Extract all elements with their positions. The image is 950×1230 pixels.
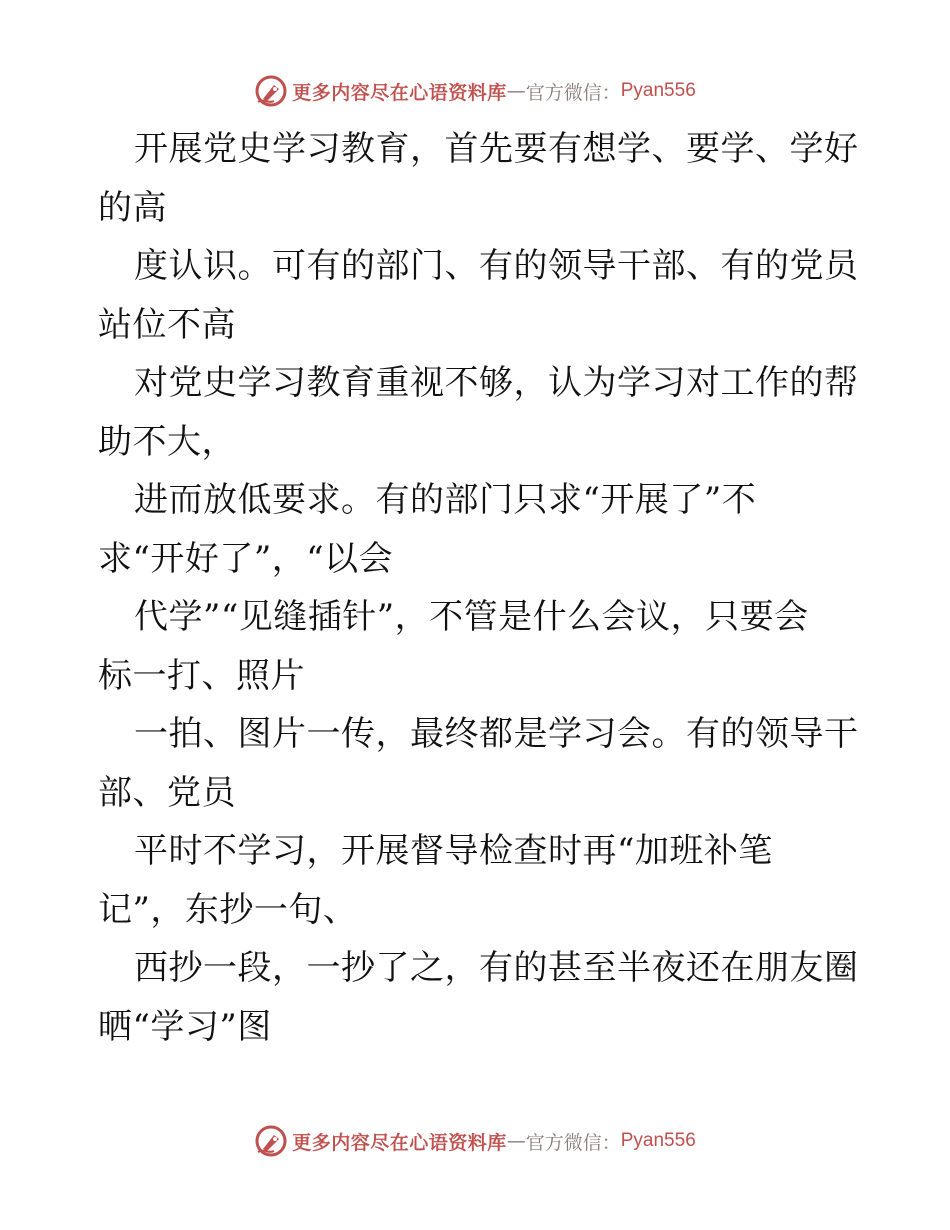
page-header — [0, 71, 950, 111]
header-wechat-id: Pyan556 — [620, 80, 696, 101]
footer-banner — [292, 1128, 696, 1155]
paragraph-line-15: 西抄一段，一抄了之，有的甚至半夜还在朋友圈 — [134, 948, 859, 988]
footer-wechat-label: 官方微信： — [525, 1131, 621, 1154]
paragraph-line-16: 晒“学习”图 — [98, 1006, 272, 1047]
paragraph-line-1: 开展党史学习教育，首先要有想学、要学、学好 — [134, 129, 859, 169]
paragraph-line-13: 平时不学习，开展督导检查时再“加班补笔 — [134, 831, 773, 871]
paragraph-line-9: 代学”“见缝插针”，不管是什么会议，只要会 — [134, 597, 809, 637]
footer-wechat-id: Pyan556 — [620, 1130, 696, 1151]
paragraph-line-14: 记”，东抄一句、 — [98, 889, 358, 930]
paragraph-line-4: 站位不高 — [98, 304, 236, 345]
footer-separator: — — [506, 1130, 526, 1152]
paragraph-line-2: 的高 — [98, 187, 167, 228]
paragraph-line-3: 度认识。可有的部门、有的领导干部、有的党员 — [134, 246, 859, 286]
page-footer — [0, 1121, 950, 1161]
paragraph-line-12: 部、党员 — [98, 772, 236, 813]
paragraph-line-6: 助不大， — [98, 421, 236, 462]
paragraph-line-8: 求“开好了”，“以会 — [98, 538, 394, 579]
header-separator: — — [506, 80, 526, 102]
paragraph-line-11: 一拍、图片一传，最终都是学习会。有的领导干 — [134, 714, 859, 754]
header-banner — [292, 78, 696, 105]
header-wechat-label: 官方微信： — [525, 81, 621, 104]
paragraph-line-10: 标一打、照片 — [98, 655, 305, 696]
paragraph-line-5: 对党史学习教育重视不够，认为学习对工作的帮 — [134, 363, 859, 403]
pen-nib-circle-logo-icon — [254, 1124, 288, 1158]
paragraph-line-7: 进而放低要求。有的部门只求“开展了”不 — [134, 480, 757, 520]
document-body — [98, 120, 858, 1056]
footer-brand-text: 更多内容尽在心语资料库 — [292, 1131, 507, 1154]
pen-nib-circle-logo-icon — [254, 74, 288, 108]
header-brand-text: 更多内容尽在心语资料库 — [292, 81, 507, 104]
